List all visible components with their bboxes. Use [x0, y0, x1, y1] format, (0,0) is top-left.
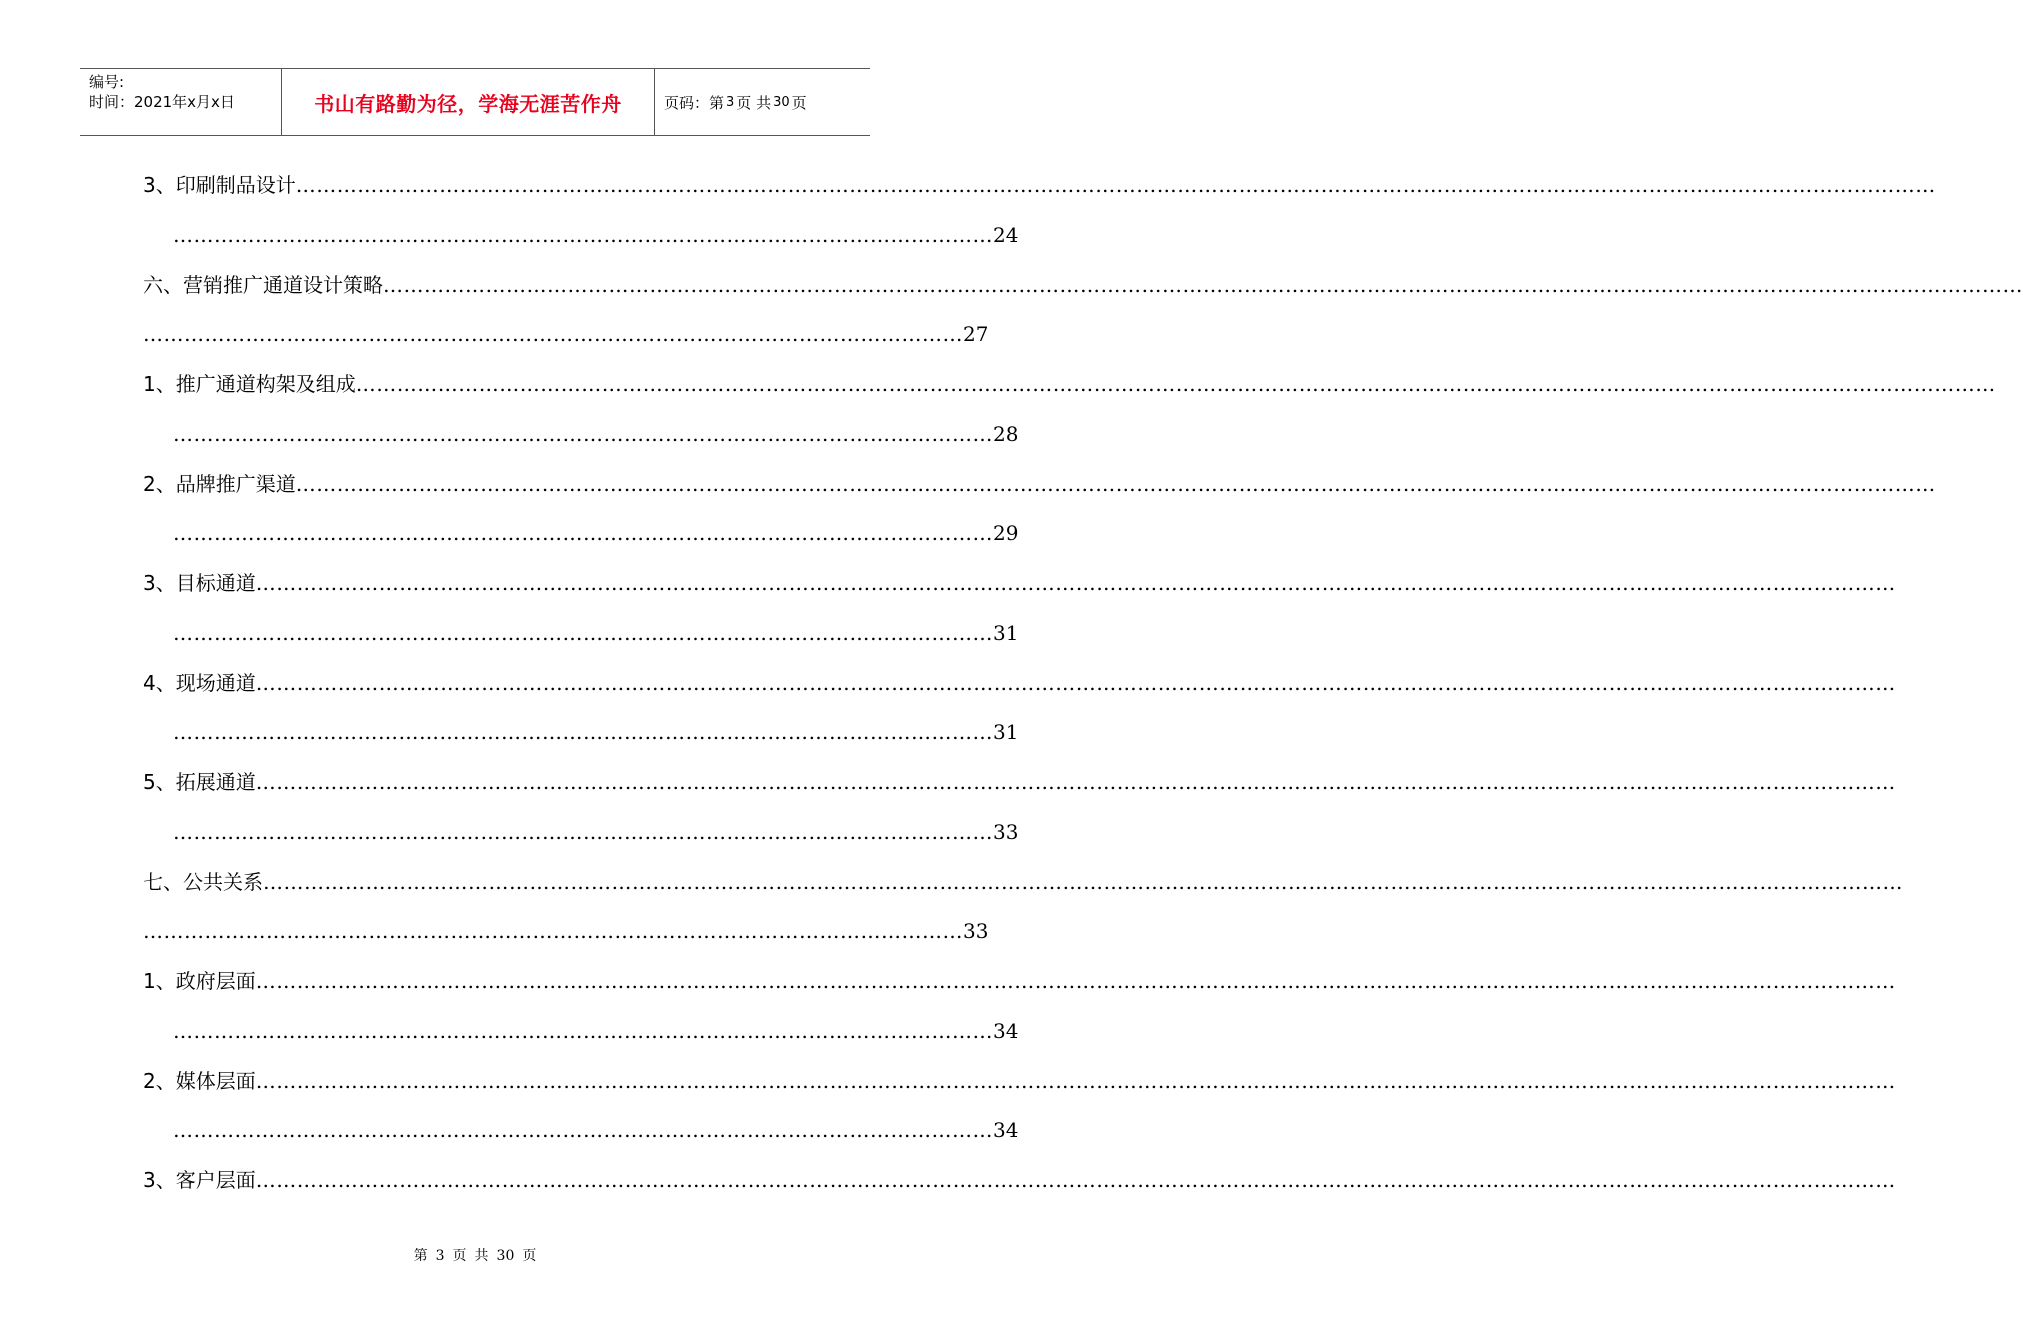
toc-entry-title: 5、拓展通道: [143, 770, 256, 794]
header-page-total: 30: [773, 94, 790, 110]
header-page-prefix: 页码：第: [664, 93, 725, 112]
toc-leader-dots: ……………………………………………………………………………………………………………………………………………………………………………………………………………………: [255, 571, 1896, 595]
toc-leader-dots: …………………………………………………………………………………………………………: [173, 819, 993, 844]
toc-leader-dots: …………………………………………………………………………………………………………: [173, 1018, 993, 1043]
toc-leader-dots: ……………………………………………………………………………………………………………………………………………………………………………………………………………………: [295, 173, 1936, 197]
toc-entry-title: 2、品牌推广渠道: [143, 471, 296, 496]
header-page-suffix: 页: [791, 93, 807, 112]
toc-entry-page: 34: [993, 1118, 1019, 1143]
toc-entry-title: 3、目标通道: [143, 571, 256, 595]
toc-entry-page: 29: [993, 521, 1019, 546]
header-motto: 书山有路勤为径，学海无涯苦作舟: [282, 69, 655, 135]
toc-entry-page: 24: [993, 222, 1019, 247]
toc-entry-title: 2、媒体层面: [143, 1068, 256, 1093]
header-page-current: 3: [726, 94, 735, 110]
toc-leader-dots: ……………………………………………………………………………………………………………………………………………………………………………………………………………………: [255, 770, 1896, 794]
header-meta: [80, 69, 282, 135]
toc-entry-continuation: [143, 917, 988, 945]
toc-entry-continuation: [173, 519, 1018, 547]
toc-entry-continuation: [143, 320, 988, 348]
toc-entry-title: 六、营销推广通道设计策略: [143, 272, 383, 297]
toc-entry-page: 28: [993, 421, 1019, 446]
footer-suffix: 页: [522, 1248, 537, 1264]
toc-leader-dots: ……………………………………………………………………………………………………………………………………………………………………………………………………………………: [355, 372, 1996, 396]
toc-leader-dots: ……………………………………………………………………………………………………………………………………………………………………………………………………………………: [255, 969, 1896, 993]
toc-entry-title: 七、公共关系: [143, 869, 263, 894]
toc-entry-title: 3、印刷制品设计: [143, 173, 296, 197]
toc-entry-page: 34: [993, 1018, 1019, 1043]
header-number: 编号:: [89, 73, 125, 91]
toc-entry-line: [143, 1166, 1896, 1194]
toc-entry-continuation: [173, 718, 1018, 746]
header-page-info: [655, 69, 870, 135]
toc-entry-title: 1、政府层面: [143, 969, 256, 993]
toc-entry-continuation: [173, 1017, 1018, 1045]
toc-entry-line: [143, 1067, 1896, 1095]
toc-entry-line: [143, 967, 1896, 995]
footer-total: 30: [496, 1248, 515, 1264]
toc-leader-dots: …………………………………………………………………………………………………………: [143, 919, 963, 944]
toc-entry-line: [143, 868, 1903, 896]
page-footer: [0, 1245, 950, 1265]
toc-leader-dots: ……………………………………………………………………………………………………………………………………………………………………………………………………………………: [295, 471, 1936, 496]
toc-entry-page: 33: [993, 819, 1019, 844]
toc-leader-dots: …………………………………………………………………………………………………………: [173, 521, 993, 546]
toc-leader-dots: …………………………………………………………………………………………………………: [143, 322, 963, 347]
toc-entry-continuation: [173, 221, 1018, 249]
footer-prefix: 第: [413, 1248, 428, 1264]
toc-entry-title: 1、推广通道构架及组成: [143, 372, 356, 396]
toc-entry-line: [143, 171, 1936, 199]
toc-entry-line: [143, 370, 1996, 398]
header-page-mid: 页 共: [736, 93, 772, 112]
footer-current: 3: [435, 1248, 445, 1264]
toc-leader-dots: ……………………………………………………………………………………………………………………………………………………………………………………………………………………: [255, 670, 1896, 695]
toc-entry-title: 4、现场通道: [143, 670, 256, 695]
footer-mid1: 页: [452, 1248, 467, 1264]
toc-leader-dots: ……………………………………………………………………………………………………………………………………………………………………………………………………………………: [255, 1168, 1896, 1192]
toc-leader-dots: …………………………………………………………………………………………………………: [173, 1118, 993, 1143]
toc-entry-page: 33: [963, 919, 989, 944]
toc-entry-line: [143, 470, 1936, 498]
toc-entry-continuation: [173, 1116, 1018, 1144]
toc-leader-dots: …………………………………………………………………………………………………………: [173, 720, 993, 745]
toc-entry-page: 31: [993, 620, 1019, 645]
toc-leader-dots: …………………………………………………………………………………………………………: [173, 620, 993, 645]
toc-leader-dots: ……………………………………………………………………………………………………………………………………………………………………………………………………………………: [263, 869, 1903, 894]
header-time: 时间：2021年x月x日: [89, 93, 235, 111]
toc-entry-line: [143, 768, 1896, 796]
toc-entry-line: [143, 569, 1896, 597]
page-header: [80, 68, 870, 136]
toc-leader-dots: …………………………………………………………………………………………………………: [173, 222, 993, 247]
toc-entry-title: 3、客户层面: [143, 1168, 256, 1192]
toc-entry-continuation: [173, 818, 1018, 846]
toc-entry-continuation: [173, 619, 1018, 647]
toc-entry-page: 27: [963, 322, 989, 347]
toc-entry-line: [143, 669, 1896, 697]
toc-entry-page: 31: [993, 720, 1019, 745]
toc-entry-continuation: [173, 420, 1018, 448]
toc-leader-dots: ……………………………………………………………………………………………………………………………………………………………………………………………………………………: [255, 1068, 1896, 1093]
footer-mid2: 共: [474, 1248, 489, 1264]
toc-leader-dots: ……………………………………………………………………………………………………………………………………………………………………………………………………………………: [383, 272, 2023, 297]
toc-entry-line: [143, 271, 2023, 299]
toc-leader-dots: …………………………………………………………………………………………………………: [173, 421, 993, 446]
